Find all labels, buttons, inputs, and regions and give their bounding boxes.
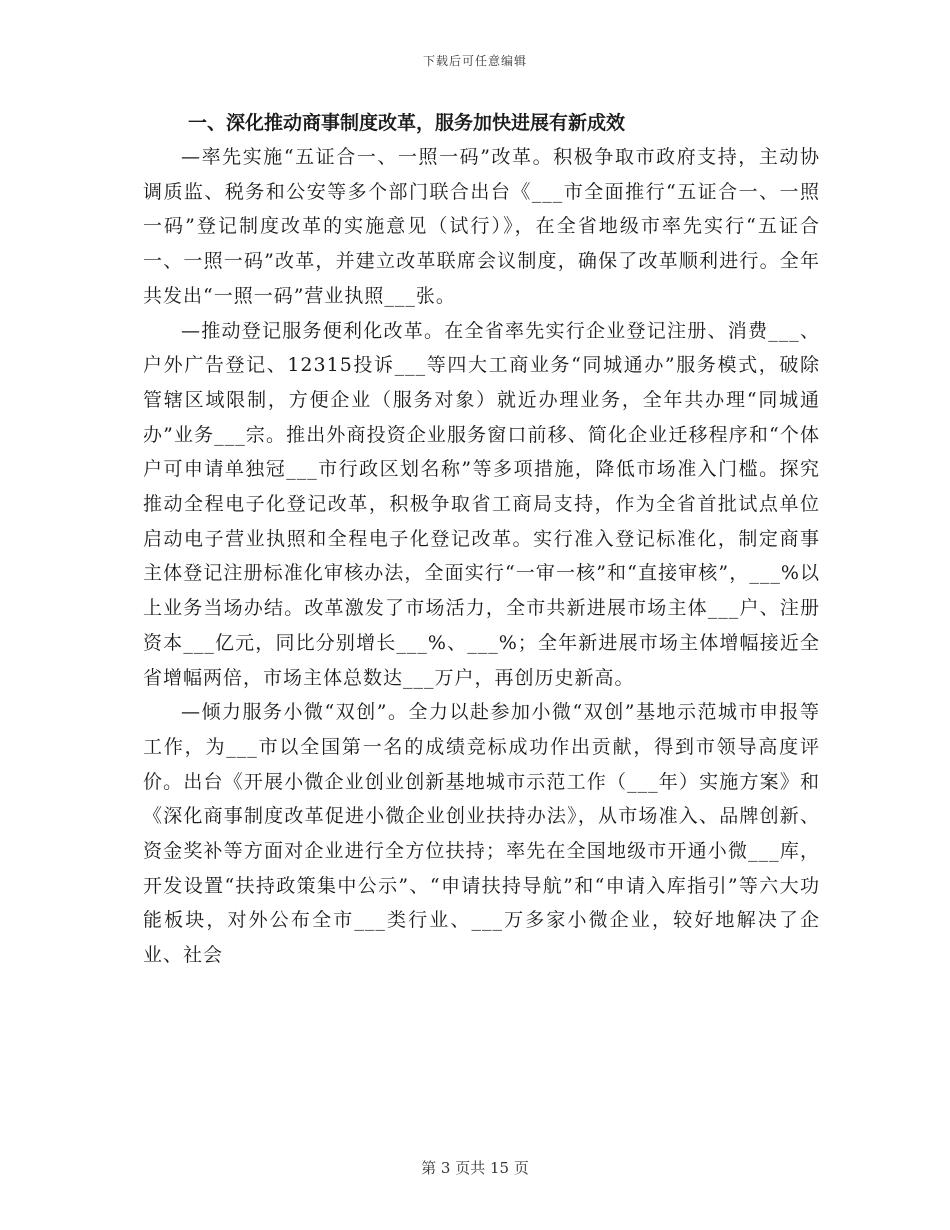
header-note: 下载后可任意编辑	[422, 54, 527, 68]
page-number: 第 3 页共 15 页	[421, 1159, 529, 1177]
paragraph-registration-reform: —推动登记服务便利化改革。在全省率先实行企业登记注册、消费___、户外广告登记、12315投诉___等四大工商业务“同城通办”服务模式，破除管辖区域限制，方便企业（服务对象）就近办理业务，全年共办理“同城通办”业务___宗。推出外商投资企业服务窗口前移、简化企业迁移程序和“个体户可申请单独冠___市行政区划名称”等多项措施，降低市场准入门槛。探究推动全程电子化登记改革，积极争取省工商局支持，作为全省首批试点单位启动电子营业执照和全程电子化登记改革。实行准入登记标准化，制定商事主体登记注册标准化审核办法，全面实行“一审一核”和“直接审核”，___%以上业务当场办结。改革激发了市场活力，全市共新进展市场主体___户、注册资本___亿元，同比分别增长___%、___%；全年新进展市场主体增幅接近全省增幅两倍，市场主体总数达___万户，再创历史新高。	[143, 319, 820, 689]
section-heading: 一、深化推动商事制度改革，服务加快进展有新成效	[188, 112, 626, 134]
paragraph-small-micro-support: —倾力服务小微“双创”。全力以赴参加小微“双创”基地示范城市申报等工作，为___市以全国第一名的成绩竞标成功作出贡献，得到市领导高度评价。出台《开展小微企业创业创新基地城市示范工作（___年）实施方案》和《深化商事制度改革促进小微企业创业扶持办法》，从市场准入、品牌创新、资金奖补等方面对企业进行全方位扶持；率先在全国地级市开通小微___库，开发设置“扶持政策集中公示”、“申请扶持导航”和“申请入库指引”等六大功能板块，对外公布全市___类行业、___万多家小微企业，较好地解决了企业、社会	[143, 701, 820, 967]
document-body	[143, 106, 820, 973]
paragraph-five-in-one-reform: —率先实施“五证合一、一照一码”改革。积极争取市政府支持，主动协调质监、税务和公安等多个部门联合出台《___市全面推行“五证合一、一照一码”登记制度改革的实施意见（试行）》，在全省地级市率先实行“五证合一、一照一码”改革，并建立改革联席会议制度，确保了改革顺利进行。全年共发出“一照一码”营业执照___张。	[143, 146, 820, 307]
